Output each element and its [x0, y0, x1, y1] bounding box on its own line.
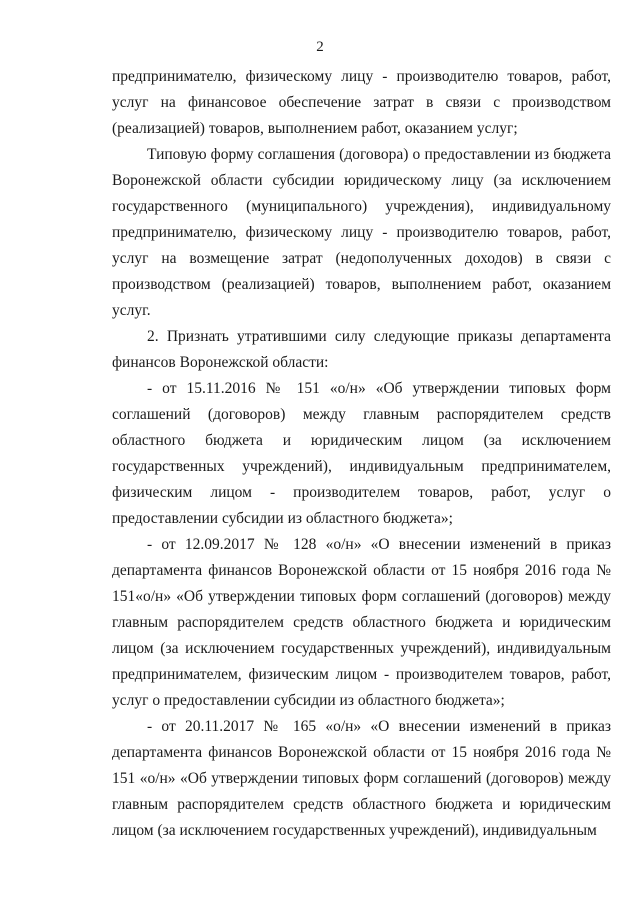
document-body: [112, 64, 611, 844]
paragraph-order-2017-11: - от 20.11.2017 № 165 «о/н» «О внесении изменений в приказ департамента финансов Воронежской области от 15 ноября 2016 года № 151 «о/н» «Об утверждении типовых форм соглашений (договоров) между главным распорядителем средств областного бюджета и юридическим лицом (за исключением государственных учреждений), индивидуальным: [112, 718, 611, 839]
paragraph-typical-form: Типовую форму соглашения (договора) о предоставлении из бюджета Воронежской области субсидии юридическому лицу (за исключением государственного (муниципального) учреждения), индивидуальному предпринимателю, физическому лицу - производителю товаров, работ, услуг на возмещение затрат (недополученных доходов) в связи с производством (реализацией) товаров, выполнением работ, оказанием услуг.: [112, 146, 611, 319]
page-number: 2: [316, 39, 324, 55]
paragraph-continuation: предпринимателю, физическому лицу - производителю товаров, работ, услуг на финансовое обеспечение затрат в связи с производством (реализацией) товаров, выполнением работ, оказанием услуг;: [112, 68, 611, 137]
paragraph-order-2017-09: - от 12.09.2017 № 128 «о/н» «О внесении изменений в приказ департамента финансов Воронежской области от 15 ноября 2016 года № 151«о/н» «Об утверждении типовых форм соглашений (договоров) между главным распорядителем средств областного бюджета и юридическим лицом (за исключением государственных учреждений), индивидуальным предпринимателем, физическим лицом - производителем товаров, работ, услуг о предоставлении субсидии из областного бюджета»;: [112, 536, 611, 709]
paragraph-item-2: 2. Признать утратившими силу следующие приказы департамента финансов Воронежской области:: [112, 328, 611, 371]
paragraph-order-2016: - от 15.11.2016 № 151 «о/н» «Об утверждении типовых форм соглашений (договоров) между главным распорядителем средств областного бюджета и юридическим лицом (за исключением государственных учреждений), индивидуальным предпринимателем, физическим лицом - производителем товаров, работ, услуг о предоставлении субсидии из областного бюджета»;: [112, 380, 611, 527]
